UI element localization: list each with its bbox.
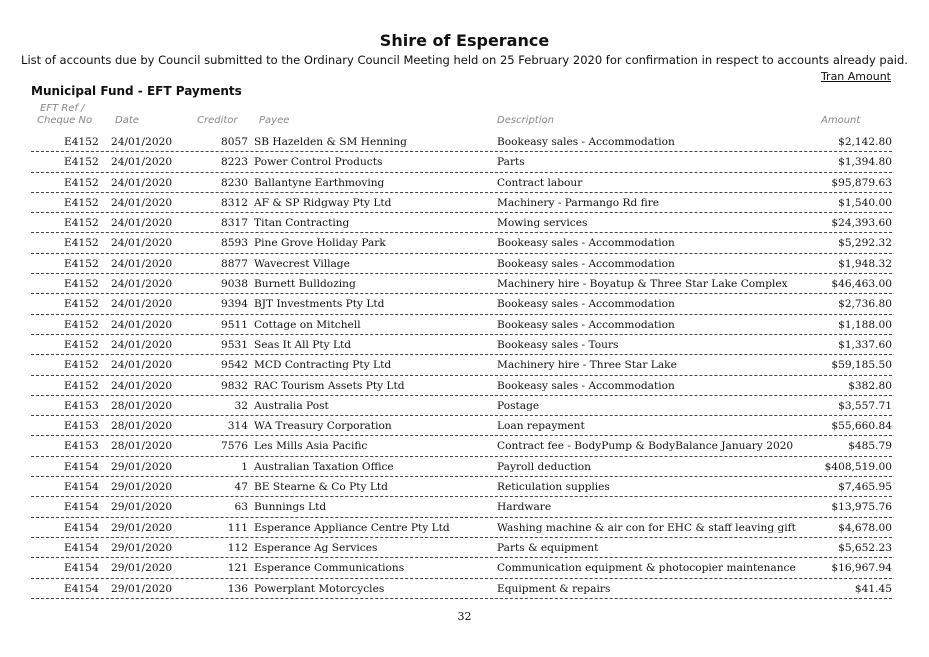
cell-payee: Cottage on Mitchell — [254, 318, 361, 331]
cell-creditor: 47 — [234, 481, 248, 494]
cell-date: 28/01/2020 — [111, 440, 173, 453]
cell-ref: E4152 — [64, 359, 99, 372]
cell-ref: E4153 — [64, 440, 99, 453]
cell-date: 29/01/2020 — [111, 460, 173, 473]
cell-date: 29/01/2020 — [111, 541, 173, 554]
cell-creditor: 111 — [227, 521, 248, 534]
cell-amount: $59,185.50 — [831, 359, 892, 372]
cell-description: Equipment & repairs — [497, 582, 611, 595]
table-row — [31, 173, 892, 193]
table-row — [31, 355, 892, 375]
cell-ref: E4152 — [64, 136, 99, 148]
cell-description: Parts — [497, 156, 525, 169]
cell-payee: Wavecrest Village — [254, 257, 350, 270]
cell-date: 24/01/2020 — [111, 217, 173, 230]
table-row — [31, 436, 892, 456]
table-row — [31, 254, 892, 274]
cell-payee: Ballantyne Earthmoving — [254, 176, 385, 189]
cell-description: Parts & equipment — [497, 541, 599, 554]
cell-description: Loan repayment — [497, 420, 585, 433]
cell-creditor: 8593 — [221, 237, 248, 250]
cell-creditor: 314 — [227, 420, 248, 433]
cell-description: Contract labour — [497, 176, 583, 189]
cell-creditor: 8312 — [221, 196, 248, 209]
cell-date: 29/01/2020 — [111, 481, 173, 494]
table-row — [31, 294, 892, 314]
cell-date: 24/01/2020 — [111, 237, 173, 250]
cell-ref: E4152 — [64, 338, 99, 351]
table-row — [31, 274, 892, 294]
page-subtitle: List of accounts due by Council submitted to the Ordinary Council Meeting held on 25 February 2020 for confirmation in respect to accounts already paid. — [21, 53, 908, 67]
cell-amount: $408,519.00 — [824, 460, 892, 473]
cell-description: Postage — [497, 399, 540, 412]
column-header-payee: Payee — [259, 115, 290, 126]
table-row — [31, 518, 892, 538]
cell-date: 24/01/2020 — [111, 298, 173, 311]
cell-date: 24/01/2020 — [111, 156, 173, 169]
cell-description: Bookeasy sales - Tours — [497, 338, 619, 351]
cell-payee: Bunnings Ltd — [254, 501, 327, 514]
cell-creditor: 8223 — [221, 156, 248, 169]
cell-amount: $55,660.84 — [831, 420, 892, 433]
cell-description: Bookeasy sales - Accommodation — [497, 237, 675, 250]
cell-description: Contract fee - BodyPump & BodyBalance January 2020 — [497, 440, 794, 453]
cell-amount: $485.79 — [848, 440, 892, 453]
cell-ref: E4152 — [64, 237, 99, 250]
cell-description: Reticulation supplies — [497, 481, 610, 494]
cell-amount: $1,948.32 — [838, 257, 892, 270]
cell-payee: Pine Grove Holiday Park — [254, 237, 386, 250]
cell-description: Payroll deduction — [497, 460, 591, 473]
cell-payee: Esperance Appliance Centre Pty Ltd — [254, 521, 450, 534]
cell-amount: $13,975.76 — [831, 501, 892, 514]
cell-ref: E4154 — [64, 562, 99, 575]
cell-ref: E4154 — [64, 521, 99, 534]
tran-amount-label: Tran Amount — [820, 70, 891, 83]
cell-amount: $1,188.00 — [838, 318, 892, 331]
cell-date: 24/01/2020 — [111, 318, 173, 331]
cell-date: 29/01/2020 — [111, 521, 173, 534]
column-header-ref-line2: Cheque No — [37, 115, 93, 126]
cell-payee: Burnett Bulldozing — [254, 278, 356, 291]
cell-payee: AF & SP Ridgway Pty Ltd — [254, 196, 392, 209]
column-header-ref-line1: EFT Ref / — [40, 103, 85, 114]
cell-payee: BJT Investments Pty Ltd — [254, 298, 385, 311]
payments-table — [31, 132, 892, 599]
cell-description: Hardware — [497, 501, 552, 514]
cell-creditor: 8317 — [221, 217, 248, 230]
cell-creditor: 32 — [234, 399, 248, 412]
cell-description: Bookeasy sales - Accommodation — [497, 257, 675, 270]
table-row — [31, 213, 892, 233]
table-row — [31, 132, 892, 152]
cell-amount: $7,465.95 — [838, 481, 892, 494]
table-row — [31, 558, 892, 578]
table-row — [31, 457, 892, 477]
table-row — [31, 193, 892, 213]
table-row — [31, 376, 892, 396]
cell-ref: E4154 — [64, 541, 99, 554]
section-heading: Municipal Fund - EFT Payments — [31, 84, 242, 98]
page-title: Shire of Esperance — [379, 31, 550, 50]
cell-creditor: 9542 — [221, 359, 248, 372]
table-row — [31, 152, 892, 172]
cell-amount: $1,540.00 — [838, 196, 892, 209]
cell-ref: E4152 — [64, 318, 99, 331]
cell-amount: $5,292.32 — [838, 237, 892, 250]
cell-ref: E4154 — [64, 582, 99, 595]
cell-payee: SB Hazelden & SM Henning — [254, 136, 407, 148]
table-row — [31, 233, 892, 253]
column-header-description: Description — [497, 115, 554, 126]
table-row — [31, 497, 892, 517]
cell-creditor: 121 — [227, 562, 248, 575]
cell-creditor: 1 — [241, 460, 248, 473]
cell-date: 24/01/2020 — [111, 196, 173, 209]
cell-payee: Titan Contracting — [254, 217, 350, 230]
cell-description: Washing machine & air con for EHC & staff leaving gift — [497, 521, 796, 534]
cell-amount: $1,337.60 — [838, 338, 892, 351]
cell-creditor: 9038 — [221, 278, 248, 291]
table-row — [31, 477, 892, 497]
cell-description: Bookeasy sales - Accommodation — [497, 318, 675, 331]
cell-date: 24/01/2020 — [111, 338, 173, 351]
cell-ref: E4152 — [64, 278, 99, 291]
cell-amount: $4,678.00 — [838, 521, 892, 534]
cell-payee: Esperance Ag Services — [254, 541, 378, 554]
cell-date: 28/01/2020 — [111, 399, 173, 412]
cell-amount: $5,652.23 — [838, 541, 892, 554]
cell-description: Machinery hire - Three Star Lake — [497, 359, 677, 372]
table-row — [31, 579, 892, 599]
cell-ref: E4154 — [64, 501, 99, 514]
cell-creditor: 9832 — [221, 379, 248, 392]
cell-description: Communication equipment & photocopier maintenance — [497, 562, 796, 575]
cell-creditor: 8877 — [221, 257, 248, 270]
column-header-creditor: Creditor — [197, 115, 238, 126]
cell-payee: WA Treasury Corporation — [254, 420, 392, 433]
cell-payee: Powerplant Motorcycles — [254, 582, 385, 595]
cell-ref: E4153 — [64, 399, 99, 412]
cell-creditor: 9394 — [221, 298, 248, 311]
cell-payee: Esperance Communications — [254, 562, 405, 575]
cell-amount: $2,736.80 — [838, 298, 892, 311]
cell-amount: $382.80 — [848, 379, 892, 392]
cell-payee: Australian Taxation Office — [254, 460, 394, 473]
cell-date: 28/01/2020 — [111, 420, 173, 433]
cell-payee: MCD Contracting Pty Ltd — [254, 359, 392, 372]
cell-date: 24/01/2020 — [111, 136, 173, 148]
table-row — [31, 416, 892, 436]
cell-amount: $3,557.71 — [838, 399, 892, 412]
cell-date: 24/01/2020 — [111, 176, 173, 189]
cell-payee: RAC Tourism Assets Pty Ltd — [254, 379, 405, 392]
cell-ref: E4152 — [64, 257, 99, 270]
cell-ref: E4152 — [64, 156, 99, 169]
cell-creditor: 8057 — [221, 136, 248, 148]
cell-description: Mowing services — [497, 217, 588, 230]
cell-creditor: 9531 — [221, 338, 248, 351]
cell-ref: E4152 — [64, 217, 99, 230]
cell-amount: $2,142.80 — [838, 136, 892, 148]
cell-ref: E4152 — [64, 298, 99, 311]
cell-ref: E4152 — [64, 379, 99, 392]
page-number: 32 — [457, 610, 472, 623]
cell-creditor: 9511 — [221, 318, 248, 331]
column-header-date: Date — [115, 115, 139, 126]
cell-date: 24/01/2020 — [111, 257, 173, 270]
cell-amount: $41.45 — [854, 582, 892, 595]
cell-date: 24/01/2020 — [111, 359, 173, 372]
cell-amount: $24,393.60 — [831, 217, 892, 230]
cell-payee: Australia Post — [254, 399, 329, 412]
cell-creditor: 63 — [234, 501, 248, 514]
cell-description: Machinery hire - Boyatup & Three Star Lake Complex — [497, 278, 788, 291]
cell-description: Bookeasy sales - Accommodation — [497, 136, 675, 148]
cell-description: Machinery - Parmango Rd fire — [497, 196, 660, 209]
cell-payee: Power Control Products — [254, 156, 383, 169]
cell-date: 24/01/2020 — [111, 278, 173, 291]
cell-ref: E4154 — [64, 481, 99, 494]
table-row — [31, 538, 892, 558]
cell-payee: BE Stearne & Co Pty Ltd — [254, 481, 388, 494]
cell-creditor: 136 — [227, 582, 248, 595]
table-row — [31, 396, 892, 416]
cell-creditor: 7576 — [221, 440, 248, 453]
cell-payee: Seas It All Pty Ltd — [254, 338, 352, 351]
column-header-amount: Amount — [821, 115, 861, 126]
cell-payee: Les Mills Asia Pacific — [254, 440, 368, 453]
cell-creditor: 8230 — [221, 176, 248, 189]
cell-ref: E4154 — [64, 460, 99, 473]
cell-amount: $95,879.63 — [831, 176, 892, 189]
cell-date: 24/01/2020 — [111, 379, 173, 392]
table-row — [31, 335, 892, 355]
cell-creditor: 112 — [227, 541, 248, 554]
cell-description: Bookeasy sales - Accommodation — [497, 379, 675, 392]
cell-ref: E4152 — [64, 176, 99, 189]
cell-date: 29/01/2020 — [111, 582, 173, 595]
cell-description: Bookeasy sales - Accommodation — [497, 298, 675, 311]
cell-amount: $16,967.94 — [831, 562, 892, 575]
cell-date: 29/01/2020 — [111, 501, 173, 514]
cell-amount: $46,463.00 — [831, 278, 892, 291]
cell-ref: E4152 — [64, 196, 99, 209]
table-row — [31, 315, 892, 335]
cell-amount: $1,394.80 — [838, 156, 892, 169]
cell-ref: E4153 — [64, 420, 99, 433]
cell-date: 29/01/2020 — [111, 562, 173, 575]
